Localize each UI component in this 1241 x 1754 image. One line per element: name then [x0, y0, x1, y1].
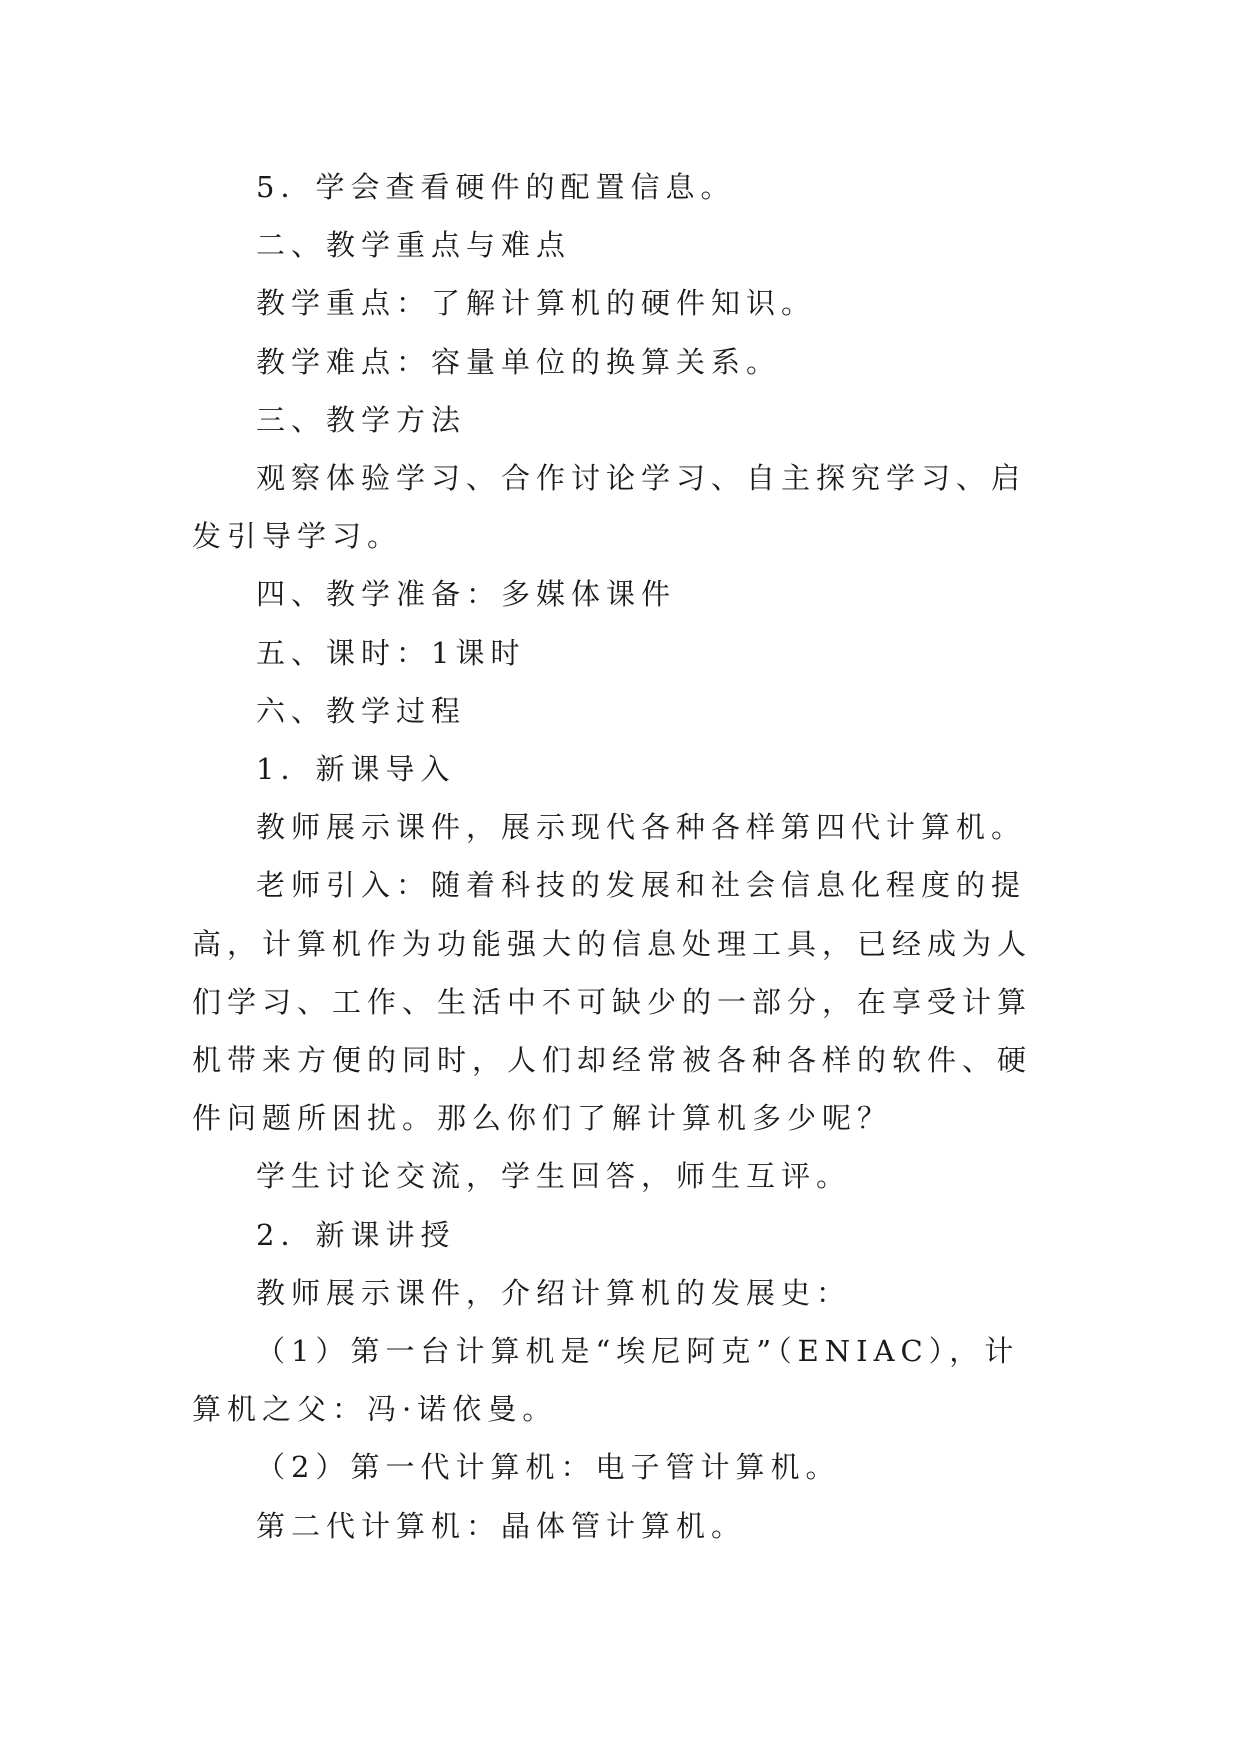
- list-item-objective-5: 5．学会查看硬件的配置信息。: [256, 170, 736, 204]
- subheading-introduction: 1．新课导入: [256, 752, 456, 787]
- section-heading-preparation: 四、教学准备：多媒体课件: [256, 577, 677, 612]
- history-item-2: （2）第一代计算机：电子管计算机。: [256, 1450, 841, 1485]
- subheading-new-lesson: 2．新课讲授: [256, 1217, 456, 1252]
- section-heading-key-points: 二、教学重点与难点: [256, 228, 572, 263]
- student-discussion-text: 学生讨论交流，学生回答，师生互评。: [256, 1159, 852, 1194]
- teacher-introduction-text: 老师引入：随着科技的发展和社会信息化程度的提高，计算机作为功能强大的信息处理工具，已经成为人们学习、工作、生活中不可缺少的一部分，在享受计算机带来方便的同时，人们却经常被各种各样的软件、硬件问题所困扰。那么你们了解计算机多少呢？: [192, 868, 1033, 1136]
- teaching-difficulty: 教学难点：容量单位的换算关系。: [256, 344, 782, 379]
- section-heading-methods: 三、教学方法: [256, 402, 467, 437]
- section-heading-process: 六、教学过程: [256, 693, 467, 728]
- teaching-focus: 教学重点：了解计算机的硬件知识。: [256, 286, 817, 321]
- history-item-3: 第二代计算机：晶体管计算机。: [256, 1508, 747, 1543]
- section-heading-class-hours: 五、课时：1课时: [256, 635, 526, 670]
- methods-text: 观察体验学习、合作讨论学习、自主探究学习、启发引导学习。: [192, 461, 1027, 554]
- history-item-1: （1）第一台计算机是“埃尼阿克”（ENIAC），计算机之父：冯·诺依曼。: [192, 1334, 1020, 1427]
- document-body: [192, 158, 1052, 1555]
- history-intro-text: 教师展示课件，介绍计算机的发展史：: [256, 1275, 852, 1310]
- introduction-text: 教师展示课件，展示现代各种各样第四代计算机。: [256, 810, 1027, 845]
